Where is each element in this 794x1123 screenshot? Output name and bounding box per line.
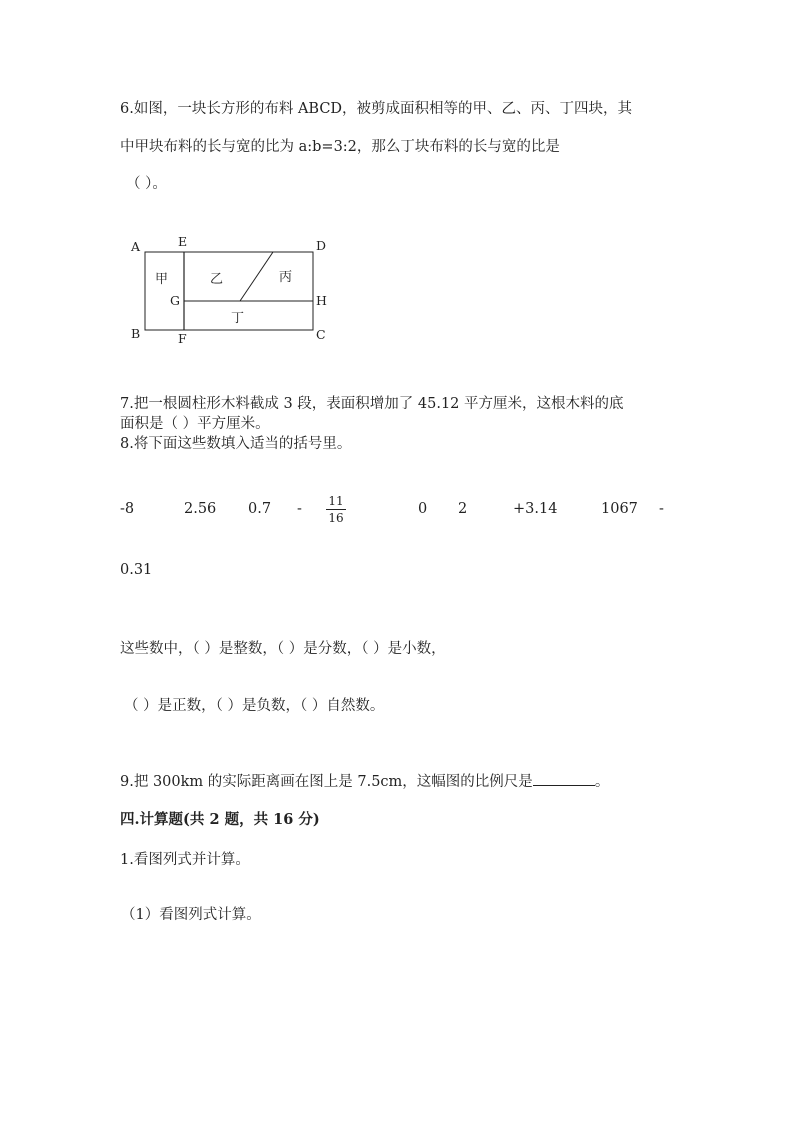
q9-text-after: 。: [594, 774, 610, 790]
region-ding: 丁: [231, 311, 245, 326]
q9-answer-line: [533, 773, 595, 786]
q8-number-neg8: -8: [120, 501, 135, 517]
q8-instruction: 8.将下面这些数填入适当的括号里。: [120, 436, 352, 452]
q9-text: [120, 770, 609, 791]
q7-line-2: 面积是（ ）平方厘米。: [120, 416, 270, 432]
label-h: H: [316, 293, 327, 308]
q8-number-1067: 1067: [601, 501, 638, 517]
fraction-denominator: 16: [328, 511, 344, 525]
q8-number-0-31: 0.31: [120, 562, 153, 578]
region-yi: 乙: [210, 272, 224, 287]
label-f: F: [178, 331, 187, 346]
line-yi-bing-divider: [240, 252, 273, 301]
rectangle-abcd: [145, 252, 313, 330]
q8-line-3: （ ）是正数，（ ）是负数，（ ）自然数。: [124, 698, 385, 714]
label-g: G: [170, 293, 180, 308]
q9-text-before: 9.把 300km 的实际距离画在图上是 7.5cm，这幅图的比例尺是: [120, 774, 533, 790]
fraction-numerator: 11: [328, 494, 344, 508]
label-c: C: [316, 327, 326, 342]
q8-number-0-7: 0.7: [248, 501, 272, 517]
q8-number-2: 2: [458, 501, 468, 517]
label-d: D: [316, 238, 327, 253]
q7-line-1: 7.把一根圆柱形木料截成 3 段，表面积增加了 45.12 平方厘米，这根木料的底: [120, 396, 624, 412]
q6-rectangle-figure: [128, 232, 338, 347]
region-jia: 甲: [155, 272, 169, 287]
label-b: B: [131, 326, 141, 341]
fraction-bar: [326, 509, 346, 510]
q8-minus-sign: -: [659, 501, 664, 517]
q8-number-2-56: 2.56: [184, 501, 217, 517]
q8-fraction-minus-sign: -: [297, 501, 302, 517]
q6-line-2: 中甲块布料的长与宽的比为 a:b=3:2，那么丁块布料的长与宽的比是: [120, 139, 560, 155]
q6-line-1: 6.如图，一块长方形的布料 ABCD，被剪成面积相等的甲、乙、丙、丁四块，其: [120, 101, 633, 117]
q8-line-2: 这些数中，（ ）是整数，（ ）是分数，（ ）是小数，: [120, 641, 446, 657]
region-bing: 丙: [279, 270, 293, 285]
section-4-heading: 四.计算题(共 2 题，共 16 分): [120, 811, 320, 828]
section-4-q1: 1.看图列式并计算。: [120, 852, 250, 868]
section-4-q1-sub: （1）看图列式计算。: [121, 907, 261, 923]
q8-number-0: 0: [418, 501, 428, 517]
q8-fraction: [326, 494, 346, 525]
label-a: A: [131, 239, 141, 254]
q6-answer-blank: （ ）。: [126, 176, 167, 192]
label-e: E: [178, 234, 188, 249]
q8-number-plus-3-14: +3.14: [513, 501, 558, 517]
